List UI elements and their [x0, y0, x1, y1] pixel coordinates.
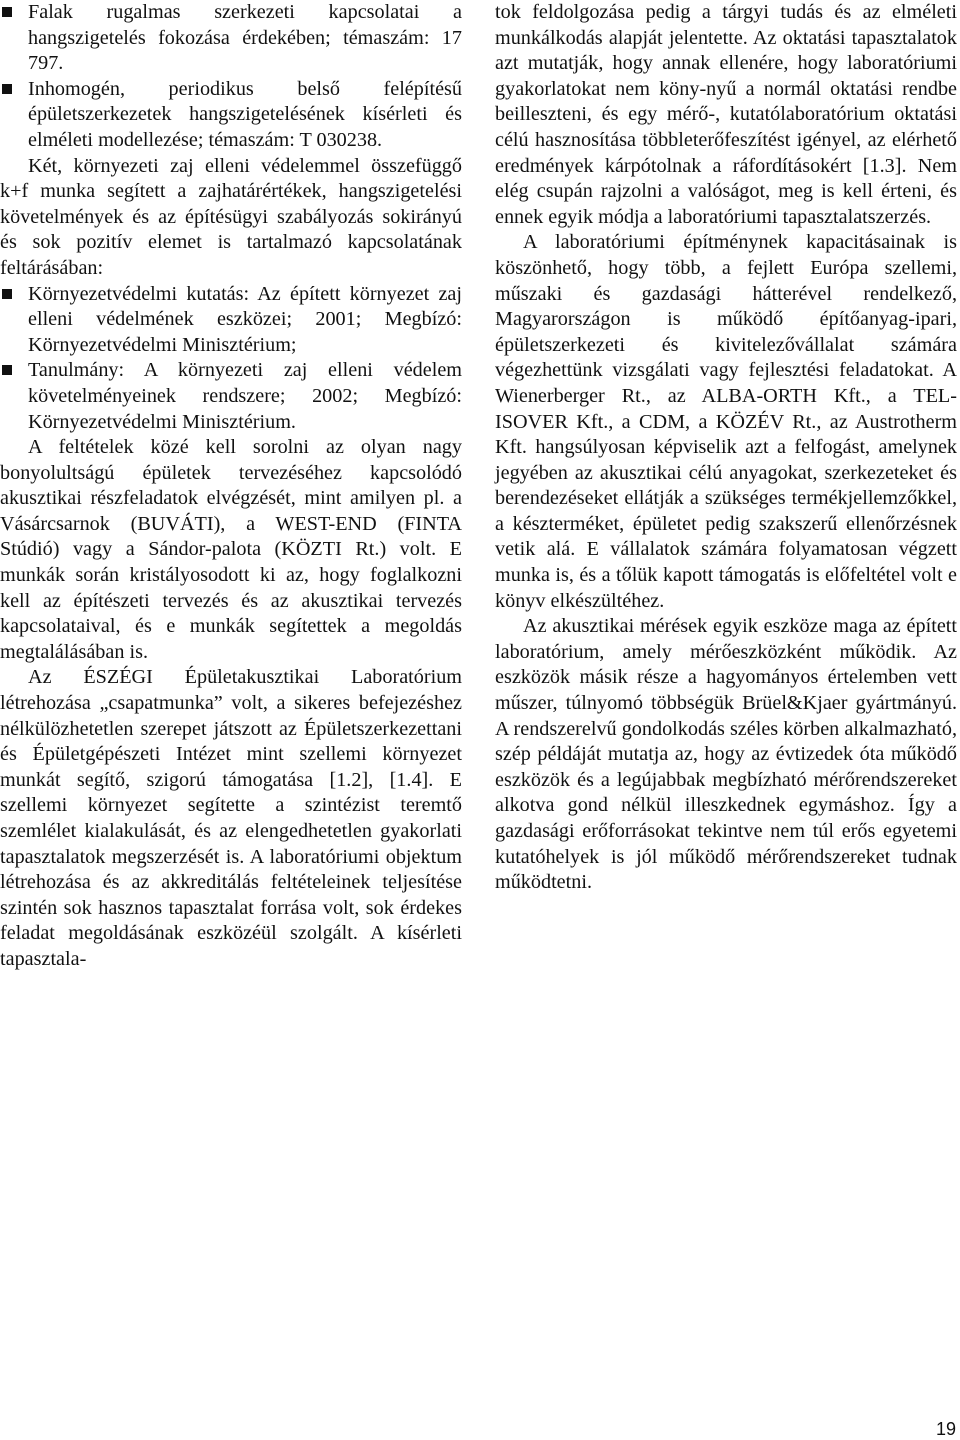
list-item [0, 77, 462, 154]
paragraph: A laboratóriumi építménynek kapacitásainak is köszönhető, hogy több, a fejlett Európa szellemi, műszaki és gazdasági hátterével rendelkező, Magyarországon is működő építőanyag-ipari, épületszerkezeti és kivitelezővállalat számára végezhettünk vizsgálati vagy fejlesztési feladatokat. A Wienerberger Rt., az ALBA-ORTH Kft., a TEL-ISOVER Kft., a CDM, a KÖZÉV Rt., az Austrotherm Kft. hangsúlyosan képviselik azt a felfogást, amelynek jegyében az akusztikai célú anyagokat, szerkezeteket és berendezéseket ellátják a szükséges termékjellemzőkkel, a készterméket, épületet pedig szakszerű ellenőrzésnek vetik alá. E vállalatok számára folyamatosan végzett munka is, és a tőlük kapott támogatás is előfeltétel volt e könyv elkészültéhez. [495, 231, 957, 612]
list-item [0, 282, 462, 359]
footer-divider [0, 1410, 960, 1411]
list-item-text: Falak rugalmas szerkezeti kapcsolatai a hangszigetelés fokozása érdekében; témaszám: 17 797. [28, 1, 462, 75]
square-bullet-icon [2, 7, 12, 17]
list-item [0, 0, 462, 77]
right-column [495, 0, 957, 896]
square-bullet-icon [2, 365, 12, 375]
square-bullet-icon [2, 289, 12, 299]
paragraph: Az ÉSZÉGI Épületakusztikai Laboratórium létrehozása „csapatmunka” volt, a sikeres befejezéshez nélkülözhetetlen szerepet játszott az Épületszerkezettani és Épületgépészeti Intézet mint szellemi környezet munkát segítő, szigorú támogatása [1.2], [1.4]. E szellemi környezet segítette a szintézist teremtő szemlélet kialakulását, és az elengedhetetlen gyakorlati tapasztalatok megszerzését is. A laboratóriumi objektum létrehozása és az akkreditálás feltételeinek teljesítése szintén sok hasznos tapasztalat forrása volt, sok érdekes feladat megoldásának eszközéül szolgált. A kísérleti tapasztala- [0, 666, 462, 970]
list-item-text: Környezetvédelmi kutatás: Az épített környezet zaj elleni védelmének eszközei; 2001; Megbízó: Környezetvédelmi Minisztérium; [28, 282, 462, 356]
list-item [0, 358, 462, 435]
paragraph: A feltételek közé kell sorolni az olyan nagy bonyolultságú épületek tervezéséhez kapcsolódó akusztikai részfeladatok elvégzését, mint amilyen pl. a Vásárcsarnok (BUVÁTI), a WEST-END (FINTA Stúdió) vagy a Sándor-palota (KÖZTI Rt.) volt. E munkák során kristályosodott ki az, hogy foglalkozni kell az építészeti tervezés és az akusztikai tervezés kapcsolataival, és e munkák segítettek a megoldás megtalálásában is. [0, 436, 462, 663]
square-bullet-icon [2, 84, 12, 94]
list-item-text: Tanulmány: A környezeti zaj elleni védelem követelményeinek rendszere; 2002; Megbízó: Környezetvédelmi Minisztérium. [28, 359, 462, 433]
paragraph: tok feldolgozása pedig a tárgyi tudás és az elméleti munkálkodás alapját jelentette. Az oktatási tapasztalatok azt mutatják, hogy annak ellenére, hogy laboratóriumi gyakorlatokat nem köny-nyű a normál oktatási rendbe beilleszteni, és egy mérő-, kutatólaboratórium oktatási célú hasznosítása többleterőfeszítést igényel, az elérhető eredmények kárpótolnak a ráfordításokért [1.3]. Nem elég csupán rajzolni a valóságot, meg is kell érteni, és ennek egyik módja a laboratóriumi tapasztalatszerzés. [495, 1, 957, 228]
paragraph: Két, környezeti zaj elleni védelemmel összefüggő k+f munka segített a zajhatárértékek, hangszigetelési követelmények és az építésügyi szabályozás sokirányú és sok pozitív elemet is tartalmazó kapcsolatának feltárásában: [0, 154, 462, 279]
left-column [0, 0, 462, 973]
list-item-text: Inhomogén, periodikus belső felépítésű épületszerkezetek hangszigetelésének kísérleti és elméleti modellezése; témaszám: T 030238. [28, 77, 462, 151]
page-number: 19 [935, 1419, 956, 1439]
paragraph: Az akusztikai mérések egyik eszköze maga az épített laboratórium, amely mérőeszközként működik. Az eszközök másik része a hagyományos értelemben vett műszer, túlnyomó többségük Brüel&Kjaer gyártmányú. A rendszerelvű gondolkodás széles körben alkalmazható, szép példáját mutatja az, hogy az évtizedek óta működő eszközök és a legújabbak megbízható mérőrendszereket alkotva gond nélkül illeszkednek egymáshoz. Így a gazdasági erőforrásokat tekintve nem túl erős egyetemi kutatóhelyek is jól működő mérőrendszereket tudnak működtetni. [495, 615, 957, 894]
